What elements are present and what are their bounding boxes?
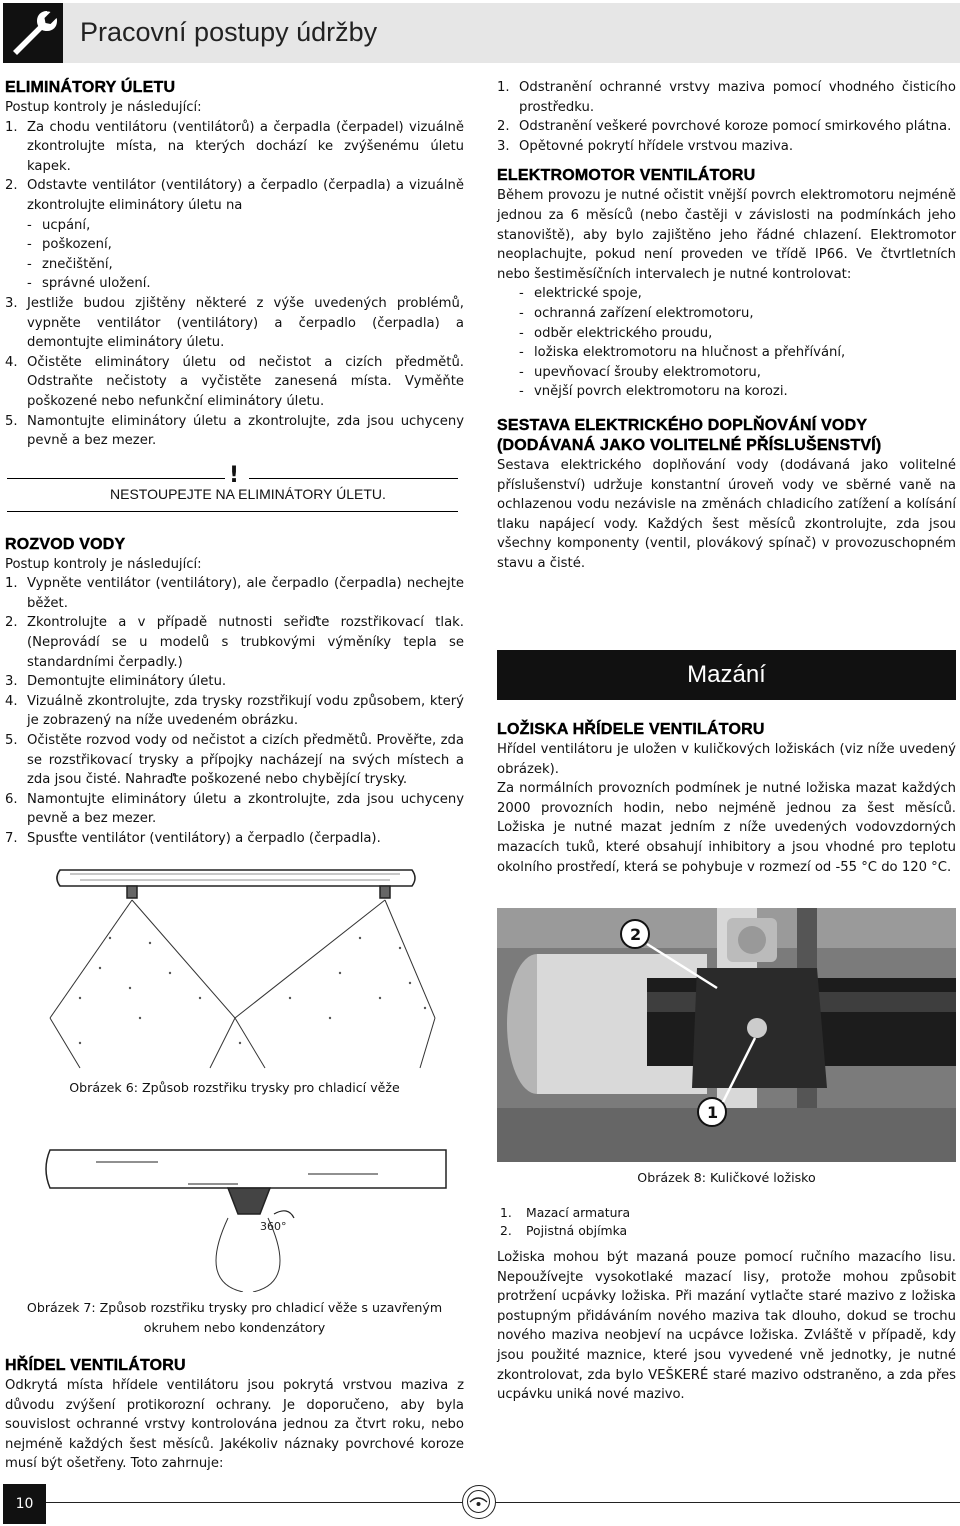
legend-item: 1. Mazací armatura xyxy=(500,1205,631,1220)
figure-6-nozzle-spray xyxy=(40,848,440,1072)
water-makeup-text: Sestava elektrického doplňování vody (dodávaná jako volitelné příslušenství) udržuje konstantní úroveň vody ve sběrné vaně na ochlazenou vodu nezávisle na změnách chladicího zatížení a kolísání tlaku napájecí vody. Každých šest měsíců zkontrolujte, zda jsou všechny komponenty (ventil, plovákový spínač) v provozuschopném stavu a čisté. xyxy=(497,457,956,571)
sub-item: - ucpání, xyxy=(27,217,91,233)
list-item: 5. Očistěte rozvod vody od nečistot a cizích předmětů. Prověřte, zda se rozstřikovací trysky a přípojky nacházejí na svých místech a zda jsou čisté. Nahraďte poškozené nebo chybějící trysky. xyxy=(5,733,464,788)
section-title-water-makeup: SESTAVA ELEKTRICKÉHO DOPLŇOVÁNÍ VODY (DODÁVANÁ JAKO VOLITELNÉ PŘÍSLUŠENSTVÍ) xyxy=(497,416,882,454)
list-item: 2. Odstavte ventilátor (ventilátory) a čerpadlo (čerpadla) a vizuálně zkontrolujte eliminátory úletu na xyxy=(5,178,464,213)
sub-item: - vnější povrch elektromotoru na korozi. xyxy=(519,384,788,400)
sub-item: - ochranná zařízení elektromotoru, xyxy=(519,305,754,321)
photo-label-2: 2 xyxy=(630,925,642,944)
section-title-drift-eliminators: ELIMINÁTORY ÚLETU xyxy=(5,79,176,96)
list-item: 1. Vypněte ventilátor (ventilátory), ale čerpadlo (čerpadla) nechejte běžet. xyxy=(5,576,464,611)
warning-text: NESTOUPEJTE NA ELIMINÁTORY ÚLETU. xyxy=(110,485,386,502)
list-item: 3. Jestliže budou zjištěny některé z výše uvedených problémů, vypněte ventilátor (ventilátory) a čerpadlo (čerpadla) a demontujte eliminátory úletu. xyxy=(5,295,464,351)
bearings-text-2: Za normálních provozních podmínek je nutné ložiska mazat každých 2000 provozních hodin, nebo nejméně jednou za šest měsíců. Ložiska je nutné mazat jedním z níže uvedených vodovzdorných mazacích tuků, které obsahují inhibitory a jsou vhodné pro teplotu okolního prostředí, která se pohybuje v rozmezí od -55 °C do 120 °C. xyxy=(497,781,956,875)
r1-list xyxy=(497,78,956,156)
bearings-text-3: Ložiska mohou být mazaná pouze pomocí ručního mazacího lisu. Nepoužívejte vysokotlaké mazací lisy, protože mohou způsobit protržení ucpávky ložiska. Při mazání vytlačte staré mazivo z ložiska postupným přidáváním nového maziva tak dlouho, dokud se trochu nového maziva neobjeví na ucpávce ložiska. Zvláště v případě, kdy jsou použité maznice, které jsou vyvedené vně jednotky, je nutné zkontrolovat, zda bylo VEŠKERÉ staré mazivo odstraněno, a zda přes ucpávku uniká nové mazivo. xyxy=(497,1250,956,1403)
warning-box xyxy=(5,461,464,521)
figure-8-legend xyxy=(500,1204,800,1240)
fan-shaft-text: Odkrytá místa hřídele ventilátoru jsou pokrytá vrstvou maziva z důvodu zvýšení protikorozní ochrany. Je doporučeno, aby byla souvislost ochranné vrstvy kontrolována jednou za čtvrt roku, nebo nejméně každých šest měsíců. Jakékoliv náznaky povrchové koroze musí být ošetřeny. Toto zahrnuje: xyxy=(5,1378,464,1472)
figure-7-nozzle-spray-360 xyxy=(38,1132,448,1292)
s1-sublist xyxy=(5,216,464,294)
list-item: 6. Namontujte eliminátory úletu a zkontrolujte, zda jsou uchyceny pevně a bez mezer. xyxy=(5,791,464,827)
s2-list xyxy=(5,574,464,848)
section-title-fan-motor: ELEKTROMOTOR VENTILÁTORU xyxy=(497,167,756,185)
sub-item: - upevňovací šrouby elektromotoru, xyxy=(519,364,761,380)
legend-item: 2. Pojistná objímka xyxy=(500,1223,628,1238)
section-title-fan-bearings: LOŽISKA HŘÍDELE VENTILÁTORU xyxy=(497,721,765,738)
s1-list-b xyxy=(5,294,464,451)
list-item: 1. Odstranění ochranné vrstvy maziva pomocí vhodného čisticího prostředku. xyxy=(497,80,956,115)
list-item: 5. Namontujte eliminátory úletu a zkontrolujte, zda jsou uchyceny pevně a bez mezer. xyxy=(5,413,464,449)
sub-item: - poškození, xyxy=(27,237,112,253)
section-title-water-distribution: ROZVOD VODY xyxy=(5,535,126,553)
page-number: 10 xyxy=(3,1484,46,1524)
left-column xyxy=(5,78,464,849)
figure-8-caption: Obrázek 8: Kuličkové ložisko xyxy=(637,1170,816,1185)
fan-motor-text: Během provozu je nutné očistit vnější povrch elektromotoru nejméně jednou za 6 měsíců (nebo častěji v závislosti na podmínkách jeho stanoviště), aby bylo zajištěno jeho řádné chlazení. Elektromotor neoplachujte, pokud není proveden ve třídě IP66. Ve čtvrtletních nebo šestiměsíčních intervalech je nutné kontrolovat: xyxy=(497,188,956,282)
list-item: 4. Očistěte eliminátory úletu od nečistot a cizích předmětů. Odstraňte nečistoty a vyčistěte zanesená místa. Vyměňte poškozené nebo nefunkční eliminátory úletu. xyxy=(5,354,464,409)
right-column xyxy=(497,78,956,573)
s4-sublist xyxy=(497,284,956,402)
section-fan-bearings xyxy=(497,720,956,877)
figure-7-caption: Obrázek 7: Způsob rozstřiku trysky pro chladicí věže s uzavřeným okruhem nebo kondenzátory xyxy=(26,1300,443,1335)
footer-rule xyxy=(46,1502,960,1503)
section-title-fan-shaft: HŘÍDEL VENTILÁTORU xyxy=(5,1357,186,1374)
list-item: 4. Vizuálně zkontrolujte, zda trysky rozstřikují vodu způsobem, který je zobrazený na níže uvedeném obrázku. xyxy=(5,693,464,729)
list-item: 2. Zkontrolujte a v případě nutnosti seřiďte rozstřikovací tlak. (Neprovádí se u modelů s trubkovými výměníky tepla se standardními čerpadly.) xyxy=(5,615,464,670)
sub-item: - ložiska elektromotoru na hlučnost a přehřívání, xyxy=(519,345,846,361)
sub-item: - elektrické spoje, xyxy=(519,286,642,302)
banner-title: Mazání xyxy=(497,650,956,700)
list-item: 1. Za chodu ventilátoru (ventilátorů) a čerpadla (čerpadel) vizuálně zkontrolujte místa, na kterých dochází ke zvýšenému úletu kapek. xyxy=(5,119,464,174)
s1-list-a xyxy=(5,118,464,216)
list-item: 3. Opětovné pokrytí hřídele vrstvou maziva. xyxy=(497,138,794,154)
lubrication-banner xyxy=(497,650,956,700)
warning-icon: ! xyxy=(229,462,240,488)
sub-item: - správné uložení. xyxy=(27,276,151,292)
sub-item: - odběr elektrického proudu, xyxy=(519,325,713,341)
angle-label: 360° xyxy=(260,1220,287,1233)
page-header xyxy=(0,0,960,68)
company-seal-icon xyxy=(462,1485,496,1519)
section-fan-shaft xyxy=(5,1356,464,1474)
page-title: Pracovní postupy údržby xyxy=(80,17,378,47)
photo-label-1: 1 xyxy=(707,1103,719,1122)
list-item: 7. Spusťte ventilátor (ventilátory) a čerpadlo (čerpadla). xyxy=(5,831,381,846)
bearings-text-1: Hřídel ventilátoru je uložen v kuličkových ložiskách (viz níže uvedený obrázek). xyxy=(497,742,956,777)
sub-item: - znečištění, xyxy=(27,256,113,272)
wrench-icon xyxy=(3,3,63,63)
figure-8-bearing-photo xyxy=(497,908,956,1162)
list-item: 3. Demontujte eliminátory úletu. xyxy=(5,674,227,690)
figure-6-caption: Obrázek 6: Způsob rozstřiku trysky pro chladicí věže xyxy=(69,1080,400,1095)
list-item: 2. Odstranění veškeré povrchové koroze pomocí smirkového plátna. xyxy=(497,119,952,135)
procedure-intro: Postup kontroly je následující: xyxy=(5,100,202,115)
procedure-intro: Postup kontroly je následující: xyxy=(5,556,202,572)
